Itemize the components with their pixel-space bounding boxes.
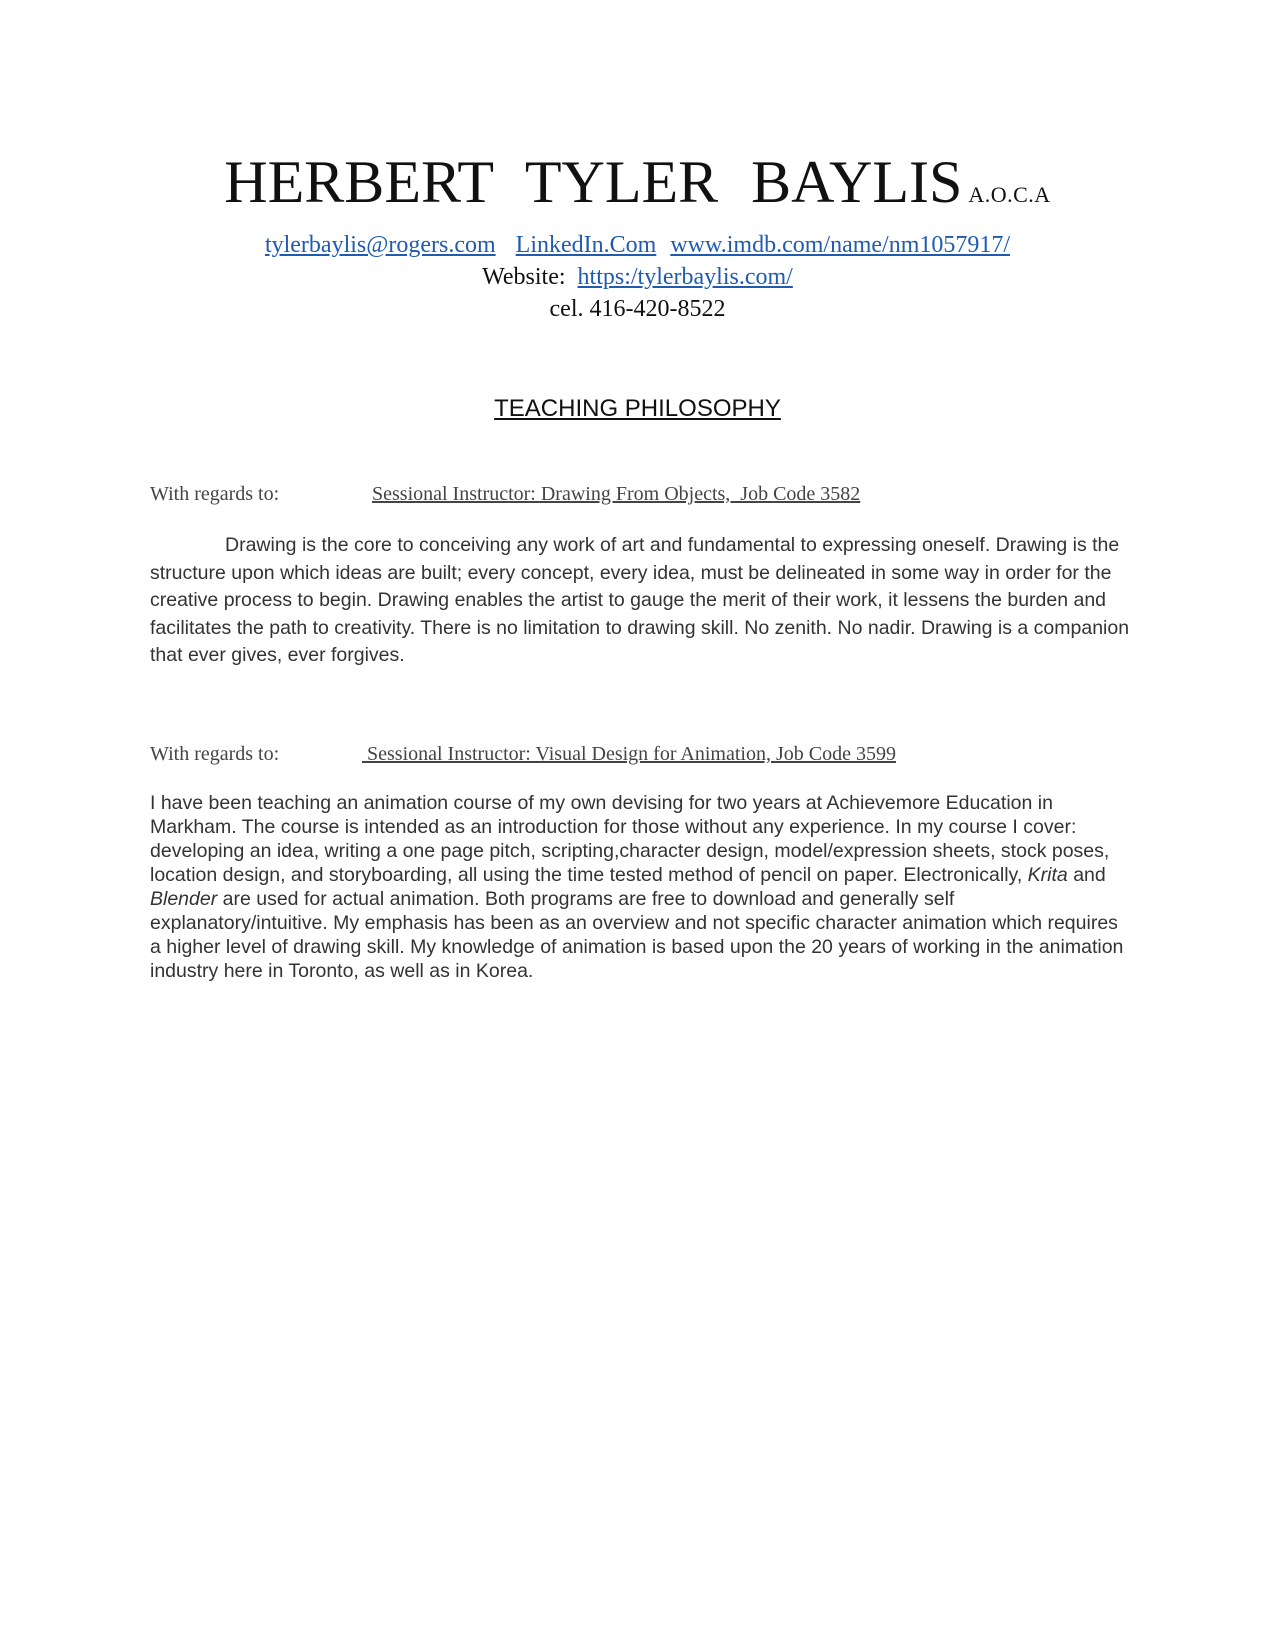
software-blender: Blender (150, 888, 218, 910)
credential-suffix: A.O.C.A (968, 182, 1051, 207)
imdb-link[interactable]: www.imdb.com/name/nm1057917/ (670, 232, 1011, 258)
job-title-animation: Sessional Instructor: Visual Design for Animation, Job Code 3599 (362, 743, 896, 765)
regards-line-1 (150, 483, 861, 506)
section-title: TEACHING PHILOSOPHY (494, 395, 781, 422)
website-label: Website: (482, 264, 566, 290)
paragraph-drawing: Drawing is the core to conceiving any work of art and fundamental to expressing oneself. Drawing is the structure upon which ideas are built; every concept, every idea, must be delineated in some way in order for the creative process to begin. Drawing enables the artist to gauge the merit of their work, it lessens the burden and facilitates the path to creativity. There is no limitation to drawing skill. No zenith. No nadir. Drawing is a companion that ever gives, ever forgives. (150, 534, 1130, 666)
paragraph-text: are used for actual animation. Both programs are free to download and generally self explanatory/intuitive. My emphasis has been as an overview and not specific character animation which requires a higher level of drawing skill. My knowledge of animation is based upon the 20 years of working in the animation industry here in Toronto, as well as in Korea. (150, 888, 1124, 982)
paragraph-text: and (1067, 864, 1106, 886)
regards-label: With regards to: (150, 483, 280, 505)
paragraph-text: I have been teaching an animation course of my own devising for two years at Achievemore Education in Markham. The course is intended as an introduction for those without any experience. In my course I cover: developing an idea, writing a one page pitch, scripting,character design, model/expression sheets, stock poses, location design, and storyboarding, all using the time tested method of pencil on paper. Electronically, (150, 792, 1110, 886)
phone-line: cel. 416-420-8522 (549, 296, 726, 322)
paragraph-animation (150, 791, 1130, 983)
name-heading (0, 148, 1275, 217)
job-title-drawing: Sessional Instructor: Drawing From Objects, Job Code 3582 (372, 483, 861, 505)
full-name: HERBERT TYLER BAYLIS (224, 149, 963, 215)
regards-label: With regards to: (150, 743, 280, 765)
software-krita: Krita (1027, 864, 1068, 886)
website-link[interactable]: https:/tylerbaylis.com/ (577, 264, 793, 290)
regards-line-2 (150, 743, 896, 766)
linkedin-link[interactable]: LinkedIn.Com (515, 232, 657, 258)
contact-links (0, 232, 1275, 259)
website-line (0, 264, 1275, 291)
email-link[interactable]: tylerbaylis@rogers.com (264, 232, 496, 258)
